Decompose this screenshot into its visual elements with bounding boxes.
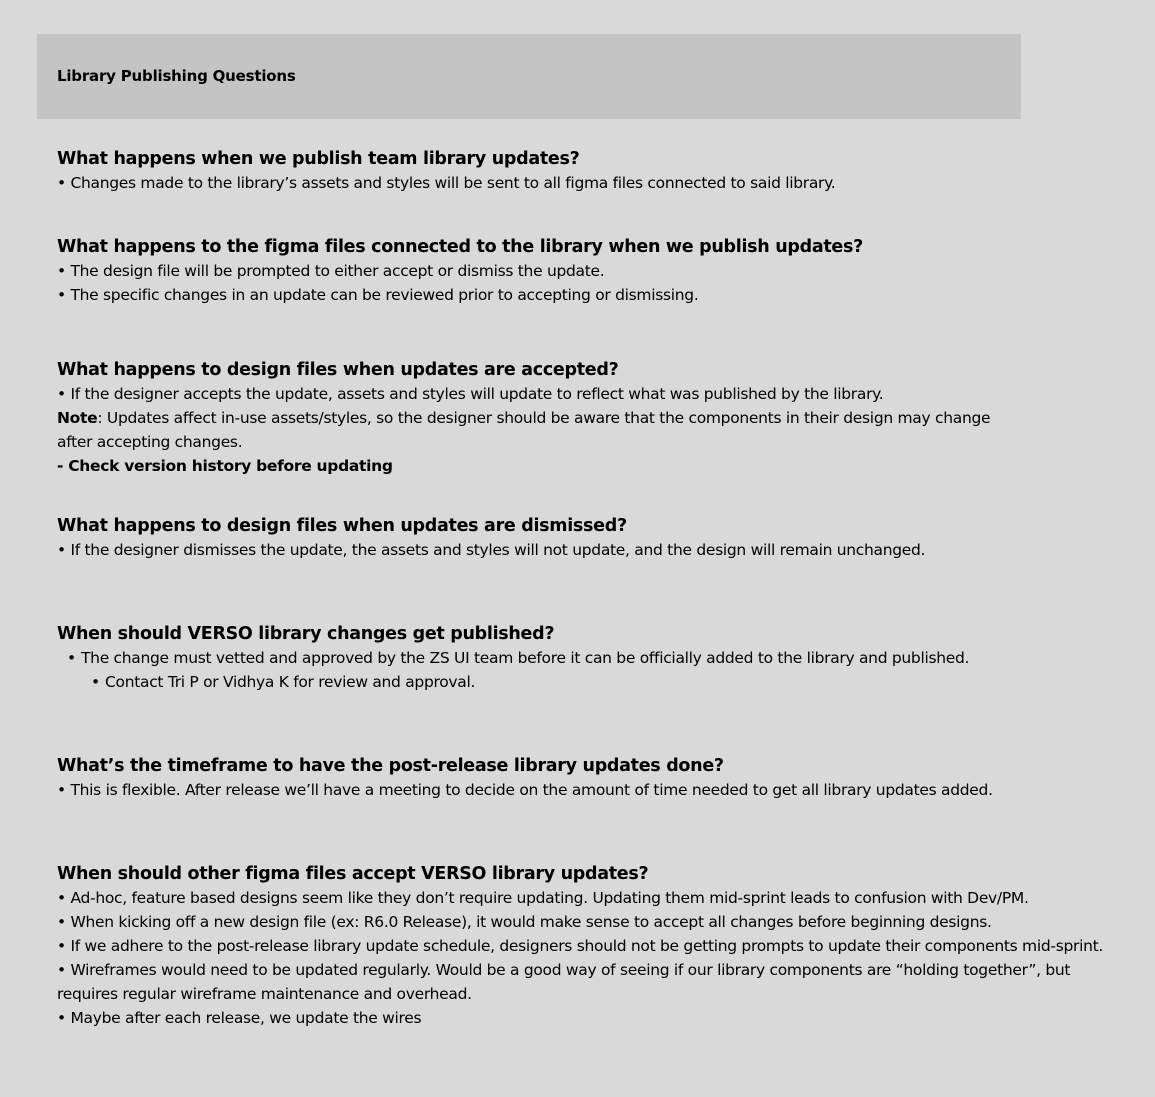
faq-bullet-item — [57, 670, 1137, 694]
faq-answer-line: • This is flexible. After release we’ll have a meeting to decide on the amount of time needed to get all library updates added. — [57, 781, 993, 799]
faq-question: What happens to the figma files connected to the library when we publish updates? — [57, 237, 863, 257]
faq-answer-line: • Maybe after each release, we update the wires — [57, 1009, 422, 1027]
bullet-text: Contact Tri P or Vidhya K for review and approval. — [105, 673, 476, 691]
faq-question: When should other figma files accept VERSO library updates? — [57, 864, 649, 884]
faq-question: What’s the timeframe to have the post-release library updates done? — [57, 756, 724, 776]
faq-question: What happens to design files when updates are accepted? — [57, 360, 619, 380]
page-title: Library Publishing Questions — [57, 67, 296, 85]
faq-answer-line: • Changes made to the library’s assets and styles will be sent to all figma files connected to said library. — [57, 174, 836, 192]
bullet-icon: • — [91, 673, 100, 691]
faq-answer-line: • If the designer accepts the update, assets and styles will update to reflect what was published by the library. — [57, 385, 884, 403]
bullet-icon: • — [67, 649, 76, 667]
faq-section-accept-updates — [57, 862, 1137, 1030]
note-label: Note — [57, 409, 98, 427]
faq-answer-line: • The specific changes in an update can be reviewed prior to accepting or dismissing. — [57, 286, 699, 304]
faq-section-connected-files — [57, 235, 1137, 307]
faq-note — [57, 406, 1007, 454]
faq-question: When should VERSO library changes get published? — [57, 624, 555, 644]
faq-section-accepted — [57, 358, 1017, 478]
faq-section-when-publish — [57, 622, 1137, 694]
note-text: : Updates affect in-use assets/styles, so the designer should be aware that the components in their design may change after accepting changes. — [57, 409, 991, 451]
faq-answer-line: • The design file will be prompted to either accept or dismiss the update. — [57, 262, 605, 280]
faq-answer-line: • When kicking off a new design file (ex: R6.0 Release), it would make sense to accept all changes before beginning designs. — [57, 913, 992, 931]
faq-question: What happens to design files when updates are dismissed? — [57, 516, 627, 536]
faq-answer-line: • Wireframes would need to be updated regularly. Would be a good way of seeing if our library components are “holding together”, but requires regular wireframe maintenance and overhead. — [57, 961, 1071, 1003]
faq-section-publish — [57, 147, 1137, 195]
faq-answer-line: • Ad-hoc, feature based designs seem like they don’t require updating. Updating them mid-sprint leads to confusion with Dev/PM. — [57, 889, 1029, 907]
faq-answer-line: • If the designer dismisses the update, the assets and styles will not update, and the design will remain unchanged. — [57, 541, 926, 559]
faq-question: What happens when we publish team library updates? — [57, 149, 580, 169]
faq-bullet-item — [57, 646, 1137, 670]
faq-section-timeframe — [57, 754, 1137, 802]
faq-emphasis: - Check version history before updating — [57, 457, 393, 475]
bullet-text: The change must vetted and approved by the ZS UI team before it can be officially added to the library and published. — [81, 649, 970, 667]
faq-section-dismissed — [57, 514, 1137, 562]
faq-answer-line: • If we adhere to the post-release library update schedule, designers should not be getting prompts to update their components mid-sprint. — [57, 937, 1104, 955]
header-bar — [37, 34, 1021, 119]
